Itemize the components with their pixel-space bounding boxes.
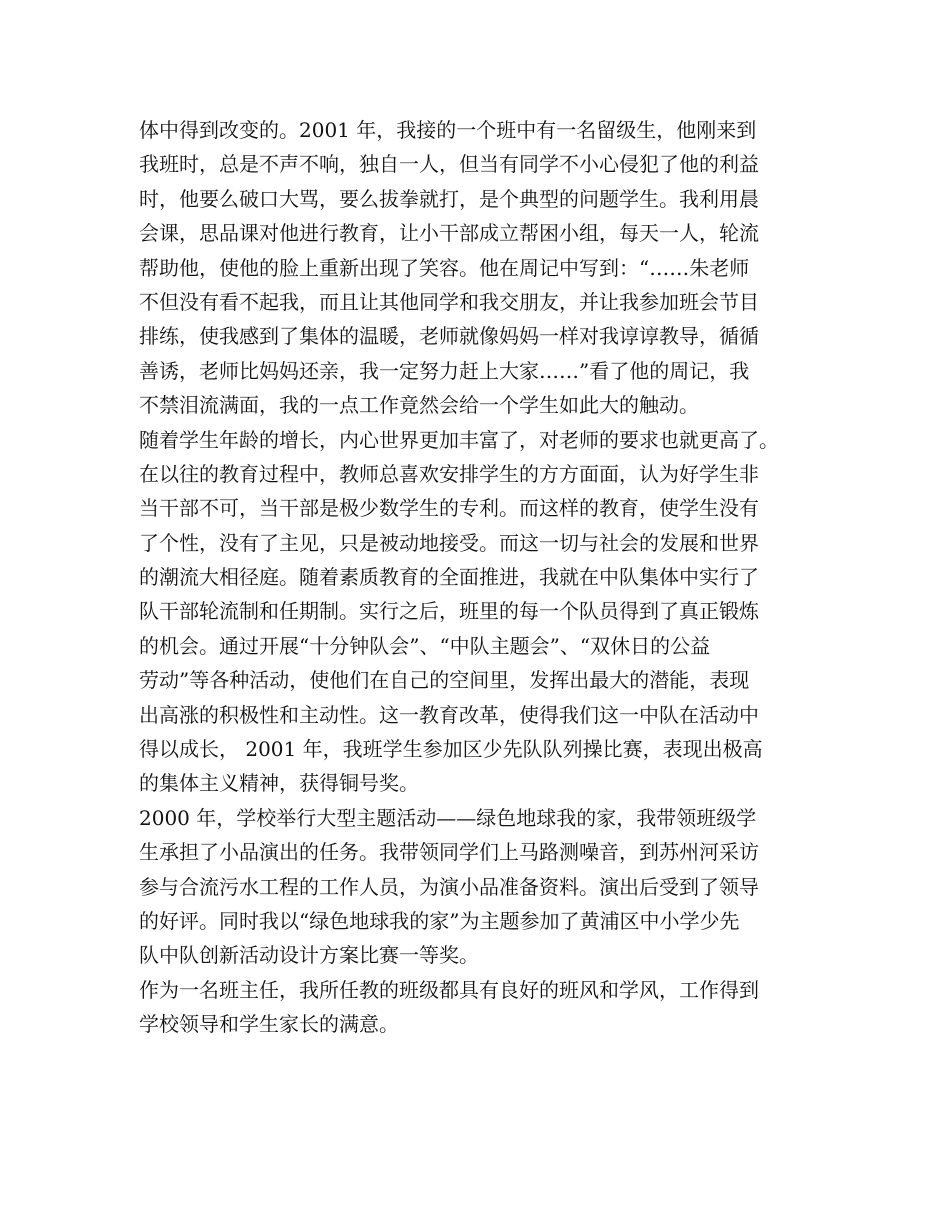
paragraph-2 [139, 423, 829, 801]
paragraph-1 [139, 113, 829, 423]
paragraph-4 [139, 973, 829, 1042]
text-line: 时，他要么破口大骂，要么拔拳就打，是个典型的问题学生。我利用晨 [139, 186, 759, 211]
text-line: 学校领导和学生家长的满意。 [139, 1012, 399, 1037]
text-line: 不禁泪流满面，我的一点工作竟然会给一个学生如此大的触动。 [139, 393, 699, 418]
text-line: 了个性，没有了主见，只是被动地接受。而这一切与社会的发展和世界 [139, 530, 759, 555]
text-line: 善诱，老师比妈妈还亲，我一定努力赶上大家……”看了他的周记，我 [139, 358, 750, 383]
text-line: 的好评。同时我以“绿色地球我的家”为主题参加了黄浦区中小学少先 [139, 908, 740, 933]
text-line: 得以成长， 2001 年，我班学生参加区少先队队列操比赛，表现出极高 [139, 737, 763, 762]
document-body [139, 113, 829, 1042]
text-line: 作为一名班主任，我所任教的班级都具有良好的班风和学风，工作得到 [139, 977, 759, 1002]
text-line: 的潮流大相径庭。随着素质教育的全面推进，我就在中队集体中实行了 [139, 565, 759, 590]
text-line: 随着学生年龄的增长，内心世界更加丰富了，对老师的要求也就更高了。 [139, 427, 779, 452]
text-line: 参与合流污水工程的工作人员，为演小品准备资料。演出后受到了领导 [139, 874, 759, 899]
text-line: 2000 年，学校举行大型主题活动——绿色地球我的家，我带领班级学 [139, 805, 757, 830]
text-line: 在以往的教育过程中，教师总喜欢安排学生的方方面面，认为好学生非 [139, 461, 759, 486]
text-line: 当干部不可，当干部是极少数学生的专利。而这样的教育，使学生没有 [139, 496, 759, 521]
text-line: 生承担了小品演出的任务。我带领同学们上马路测噪音，到苏州河采访 [139, 840, 759, 865]
text-line: 的机会。通过开展“十分钟队会”、“中队主题会”、“双休日的公益 [139, 633, 711, 658]
text-line: 我班时，总是不声不响，独自一人，但当有同学不小心侵犯了他的利益 [139, 152, 759, 177]
text-line: 会课，思品课对他进行教育，让小干部成立帮困小组，每天一人，轮流 [139, 221, 759, 246]
paragraph-3 [139, 801, 829, 973]
text-line: 排练，使我感到了集体的温暖，老师就像妈妈一样对我谆谆教导，循循 [139, 324, 759, 349]
text-line: 劳动”等各种活动，使他们在自己的空间里，发挥出最大的潜能，表现 [139, 668, 750, 693]
text-line: 帮助他，使他的脸上重新出现了笑容。他在周记中写到：“……朱老师 [139, 255, 750, 280]
text-line: 的集体主义精神，获得铜号奖。 [139, 771, 419, 796]
text-line: 体中得到改变的。2001 年，我接的一个班中有一名留级生，他刚来到 [139, 118, 757, 142]
text-line: 队中队创新活动设计方案比赛一等奖。 [139, 943, 479, 968]
text-line: 队干部轮流制和任期制。实行之后，班里的每一个队员得到了真正锻炼 [139, 599, 759, 624]
text-line: 出高涨的积极性和主动性。这一教育改革，使得我们这一中队在活动中 [139, 702, 759, 727]
text-line: 不但没有看不起我，而且让其他同学和我交朋友，并让我参加班会节目 [139, 289, 759, 314]
